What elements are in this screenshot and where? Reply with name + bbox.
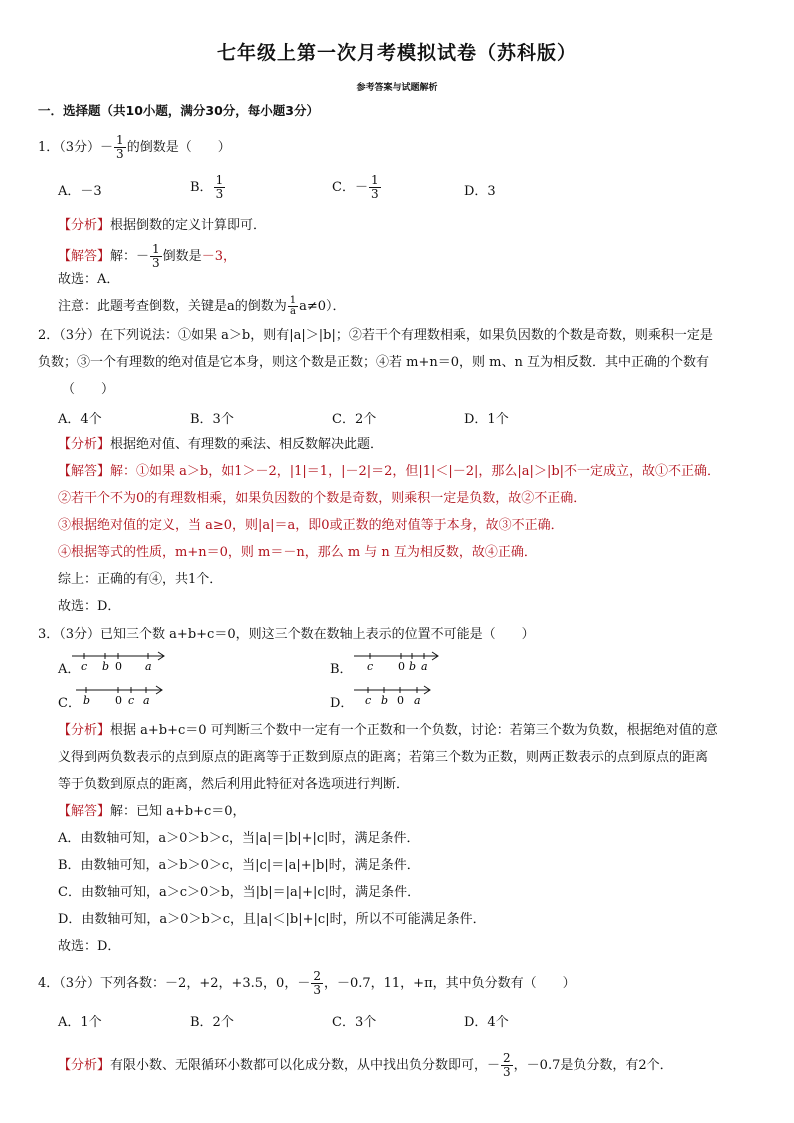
q3-option-c: C． (58, 696, 81, 711)
q3-option-a: A． (58, 662, 81, 677)
q1-note: 注意：此题考查倒数，关键是a的倒数为 $\frac{1}{a}$ a≠0）． (58, 295, 346, 317)
q1-option-c: C．－ $\frac{1}{3}$ (332, 173, 379, 201)
axis-d-label-1: c (365, 694, 372, 707)
q2-summary: 综上：正确的有④，共1个． (58, 572, 223, 587)
axis-a-label-3: 0 (115, 660, 122, 673)
page-subtitle: 参考答案与试题解析 (356, 83, 438, 93)
q1-stem: 1．（3分）－ $\frac{1}{3}$ 的倒数是（ ） (38, 133, 231, 161)
q3-answer-d: D．由数轴可知，a＞0＞b＞c，且|a|＜|b|+|c|时，所以不可能满足条件． (58, 912, 486, 927)
q3-analysis-3: 等于负数到原点的距离，然后利用此特征对各选项进行判断． (58, 777, 410, 792)
axis-d-label-4: a (414, 694, 421, 707)
q4-analysis: 【分析】有限小数、无限循环小数都可以化成分数，从中找出负分数即可，－ $\frac{2}{3}$ ，－0.7是负分数，有2个． (58, 1051, 673, 1079)
q4-option-a: A．1个 (58, 1015, 102, 1030)
q3-numberline-d (354, 684, 436, 706)
q1-choose: 故选：A． (58, 272, 120, 287)
q3-answer-b: B．由数轴可知，a＞b＞0＞c，当|c|＝|a|+|b|时，满足条件． (58, 858, 420, 873)
q1-answer: 【解答】解：－ $\frac{1}{3}$ 倒数是－3， (58, 242, 236, 270)
q2-choose: 故选：D． (58, 599, 121, 614)
axis-c-label-2: 0 (115, 694, 122, 707)
q4-option-d: D．4个 (464, 1015, 509, 1030)
q4-option-c: C．3个 (332, 1015, 377, 1030)
q2-analysis: 【分析】根据绝对值、有理数的乘法、相反数解决此题． (58, 437, 384, 452)
q3-answer-c: C．由数轴可知，a＞c＞0＞b，当|b|＝|a|+|c|时，满足条件． (58, 885, 421, 900)
q3-numberline-c (76, 684, 168, 706)
axis-a-label-4: a (145, 660, 152, 673)
q2-answer-2: ②若干个不为0的有理数相乘，如果负因数的个数是奇数，则乘积一定是负数，故②不正确． (58, 491, 587, 506)
q1-fraction: $\frac{1}{3}$ (116, 133, 124, 161)
section-heading: 一．选择题（共10小题，满分30分，每小题3分） (38, 103, 319, 118)
q2-answer-3: ③根据绝对值的定义，当 a≥0，则|a|＝a，即0或正数的绝对值等于本身，故③不正确． (58, 518, 564, 533)
page-title: 七年级上第一次月考模拟试卷（苏科版） (216, 42, 577, 64)
q3-analysis-1: 【分析】根据 a+b+c＝0 可判断三个数中一定有一个正数和一个负数，讨论：若第三个数为负数，根据绝对值的意 (58, 723, 718, 738)
q2-option-a: A．4个 (58, 412, 102, 427)
q1-option-b: B． $\frac{1}{3}$ (190, 173, 224, 201)
axis-b-label-3: b (409, 660, 417, 673)
axis-d-label-3: 0 (397, 694, 404, 707)
q2-stem-line2: 负数；③一个有理数的绝对值是它本身，则这个数是正数；④若 m+n＝0，则 m、n 互为相反数．其中正确的个数有 (38, 355, 709, 370)
q1-option-a: A．－3 (58, 184, 102, 199)
axis-c-label-3: c (128, 694, 135, 707)
q2-stem-line1: 2．（3分）在下列说法：①如果 a＞b，则有|a|＞|b|；②若干个有理数相乘，如果负因数的个数是奇数，则乘积一定是 (38, 328, 713, 343)
q3-option-d: D． (330, 696, 354, 711)
q3-answer-intro: 【解答】解：已知 a+b+c＝0， (58, 804, 246, 819)
axis-b-label-2: 0 (398, 660, 405, 673)
axis-b-label-4: a (421, 660, 428, 673)
q4-stem: 4．（3分）下列各数：－2，+2，+3.5，0，－ $\frac{2}{3}$ ，－0.7，11，+π，其中负分数有（ ） (38, 969, 576, 997)
axis-d-label-2: b (381, 694, 389, 707)
axis-b-label-1: c (367, 660, 374, 673)
q3-stem: 3．（3分）已知三个数 a+b+c＝0，则这三个数在数轴上表示的位置不可能是（ ） (38, 627, 535, 642)
q2-option-d: D．1个 (464, 412, 509, 427)
axis-a-label-2: b (102, 660, 110, 673)
q2-option-c: C．2个 (332, 412, 377, 427)
q2-option-b: B．3个 (190, 412, 234, 427)
axis-c-label-4: a (143, 694, 150, 707)
q1-option-d: D．3 (464, 184, 496, 199)
q4-option-b: B．2个 (190, 1015, 234, 1030)
q2-answer-4: ④根据等式的性质，m+n＝0，则 m＝－n，那么 m 与 n 互为相反数，故④正确． (58, 545, 537, 560)
q3-option-b: B． (330, 662, 353, 677)
q3-answer-a: A．由数轴可知，a＞0＞b＞c，当|a|＝|b|+|c|时，满足条件． (58, 831, 420, 846)
axis-c-label-1: b (83, 694, 91, 707)
q3-numberline-b (354, 650, 444, 672)
q2-answer-1: 【解答】解：①如果 a＞b，如1＞－2，|1|＝1，|－2|＝2，但|1|＜|－2|，那么|a|＞|b|不一定成立，故①不正确． (58, 464, 721, 479)
q3-numberline-a (72, 650, 172, 672)
q3-choose: 故选：D． (58, 939, 121, 954)
q3-analysis-2: 义得到两负数表示的点到原点的距离等于正数到原点的距离；若第三个数为正数，则两正数表示的点到原点的距离 (58, 750, 709, 765)
q2-stem-line3: （ ） (62, 382, 115, 397)
axis-a-label-1: c (81, 660, 88, 673)
q1-analysis: 【分析】根据倒数的定义计算即可． (58, 218, 267, 233)
